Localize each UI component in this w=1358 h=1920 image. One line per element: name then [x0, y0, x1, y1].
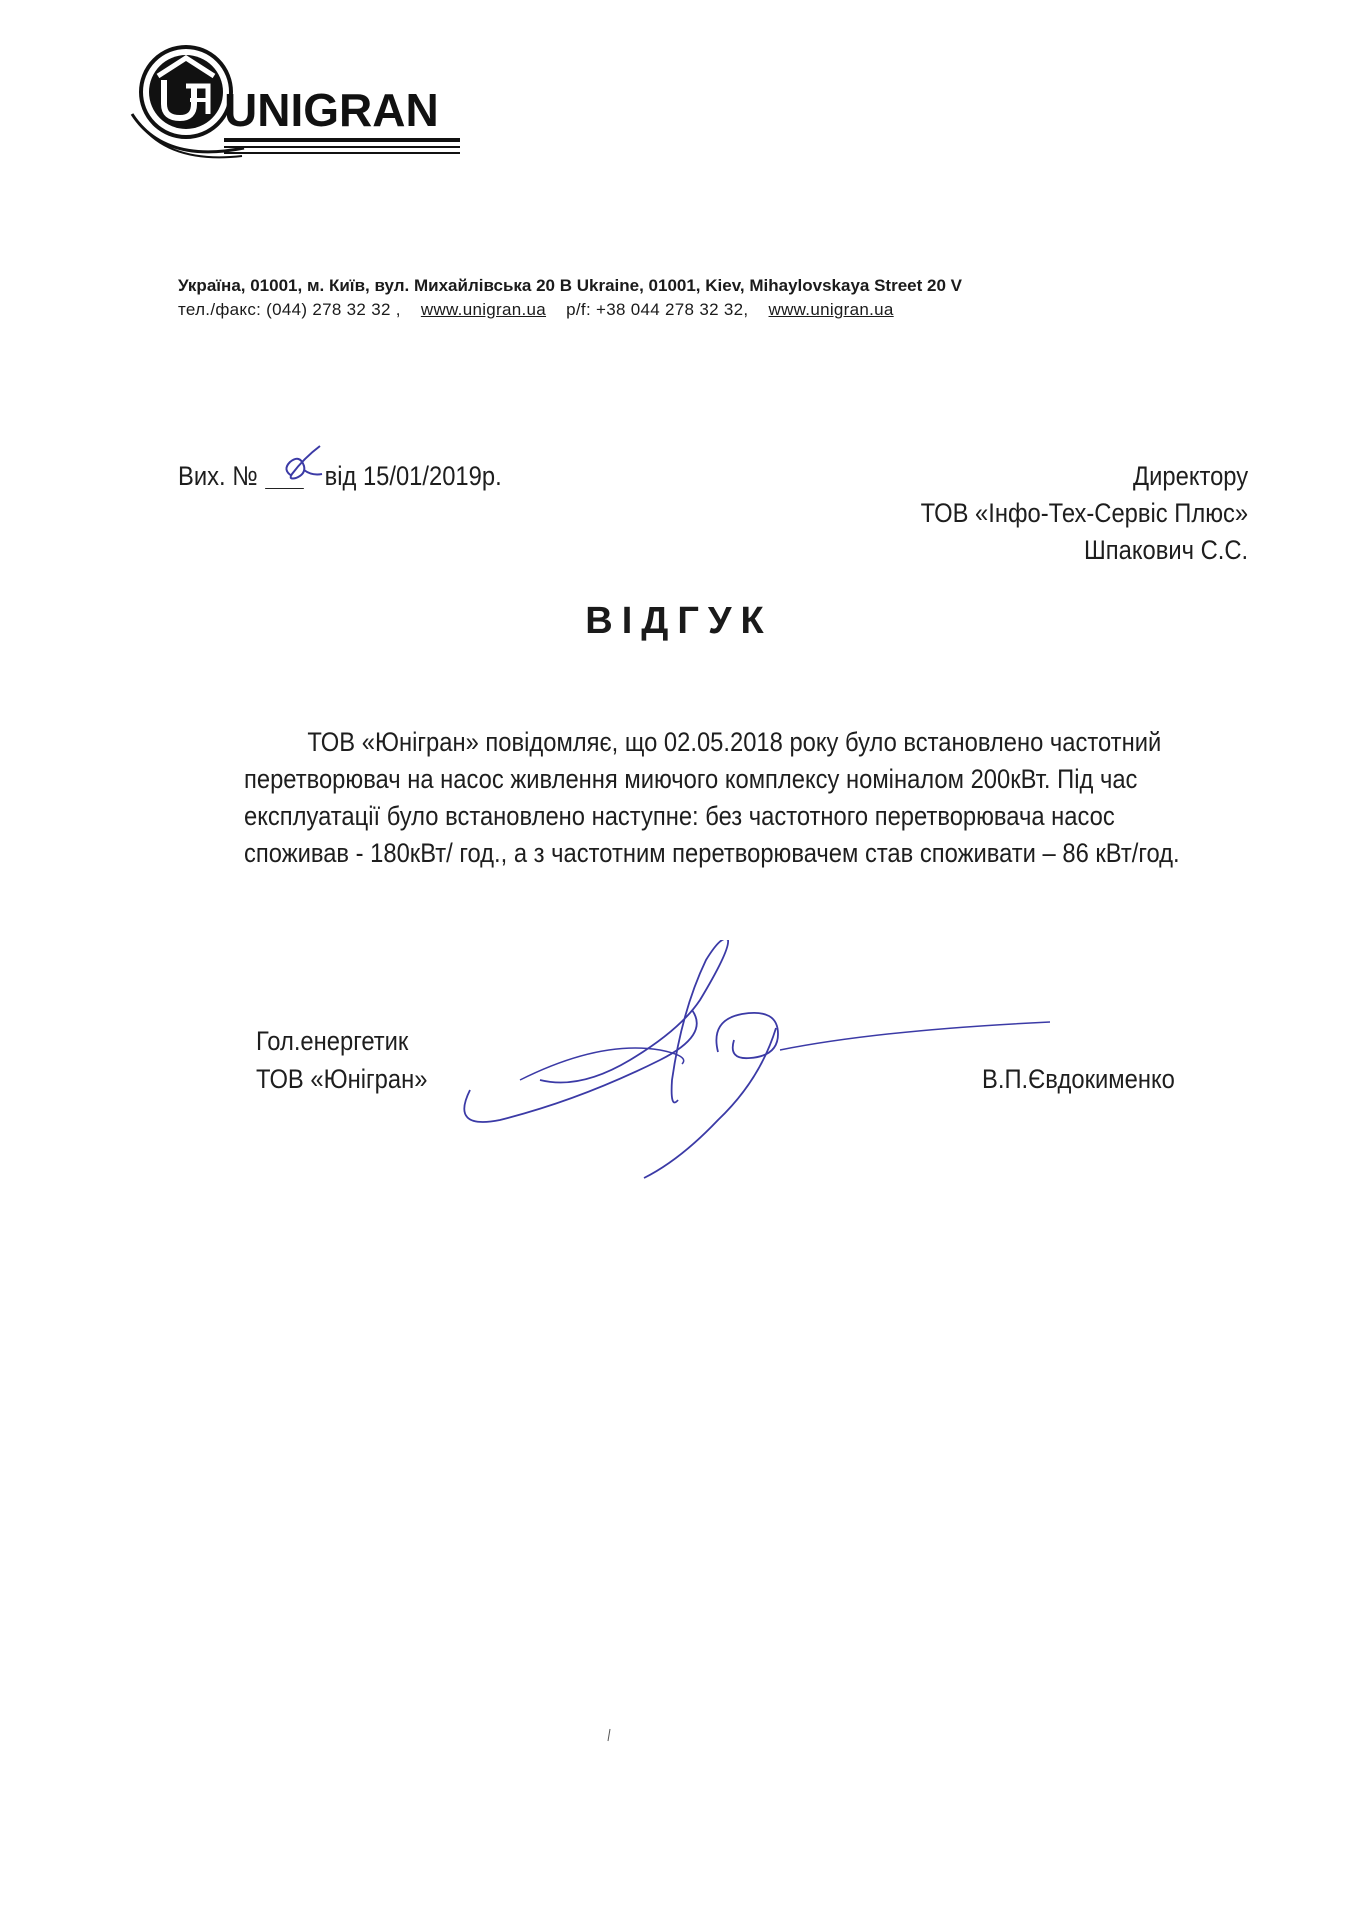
reference-date: від 15/01/2019р. — [324, 461, 502, 491]
addressee-block — [876, 458, 1248, 569]
signatory-company: ТОВ «Юнігран» — [256, 1064, 428, 1094]
letter-body — [244, 724, 1244, 872]
addressee-position: Директору — [1132, 461, 1248, 491]
website-link-2[interactable]: www.unigran.ua — [768, 300, 894, 319]
body-line: перетворювач на насос живлення миючого комплексу номіналом 200кВт. Під час — [244, 764, 1138, 794]
addressee-company: ТОВ «Інфо-Тех-Сервіс Плюс» — [920, 498, 1248, 528]
body-line: споживав - 180кВт/ год., а з частотним перетворювачем став споживати – 86 кВт/год. — [244, 838, 1180, 868]
stray-mark — [606, 1728, 612, 1742]
body-line: експлуатації було встановлено наступне: без частотного перетворювача насос — [244, 801, 1115, 831]
phone-intl: p/f: +38 044 278 32 32, — [566, 300, 749, 319]
handwritten-number-mark — [278, 440, 338, 490]
address-line: Україна, 01001, м. Київ, вул. Михайлівська 20 В Ukraine, 01001, Kiev, Mihaylovskaya Street 20 V — [178, 276, 962, 295]
signatory-title: Гол.енергетик — [256, 1026, 409, 1056]
signatory-name: В.П.Євдокименко — [982, 1064, 1175, 1094]
contact-line — [178, 298, 1078, 322]
outgoing-reference — [178, 458, 502, 494]
website-link-1[interactable]: www.unigran.ua — [420, 300, 547, 319]
logo-wordmark: UNIGRAN — [224, 84, 439, 136]
document-title: ВІДГУК — [585, 600, 773, 642]
letterhead-address — [178, 274, 1078, 322]
unigran-logo — [124, 36, 474, 176]
handwritten-signature — [460, 940, 1060, 1190]
phone-label: тел./факс: (044) 278 32 32 , — [178, 300, 401, 319]
body-line: ТОВ «Юнігран» повідомляє, що 02.05.2018 року було встановлено частотний — [307, 727, 1162, 757]
addressee-name: Шпакович С.С. — [1083, 535, 1248, 565]
reference-prefix: Вих. № — [178, 461, 258, 491]
signatory-position — [256, 1022, 451, 1098]
